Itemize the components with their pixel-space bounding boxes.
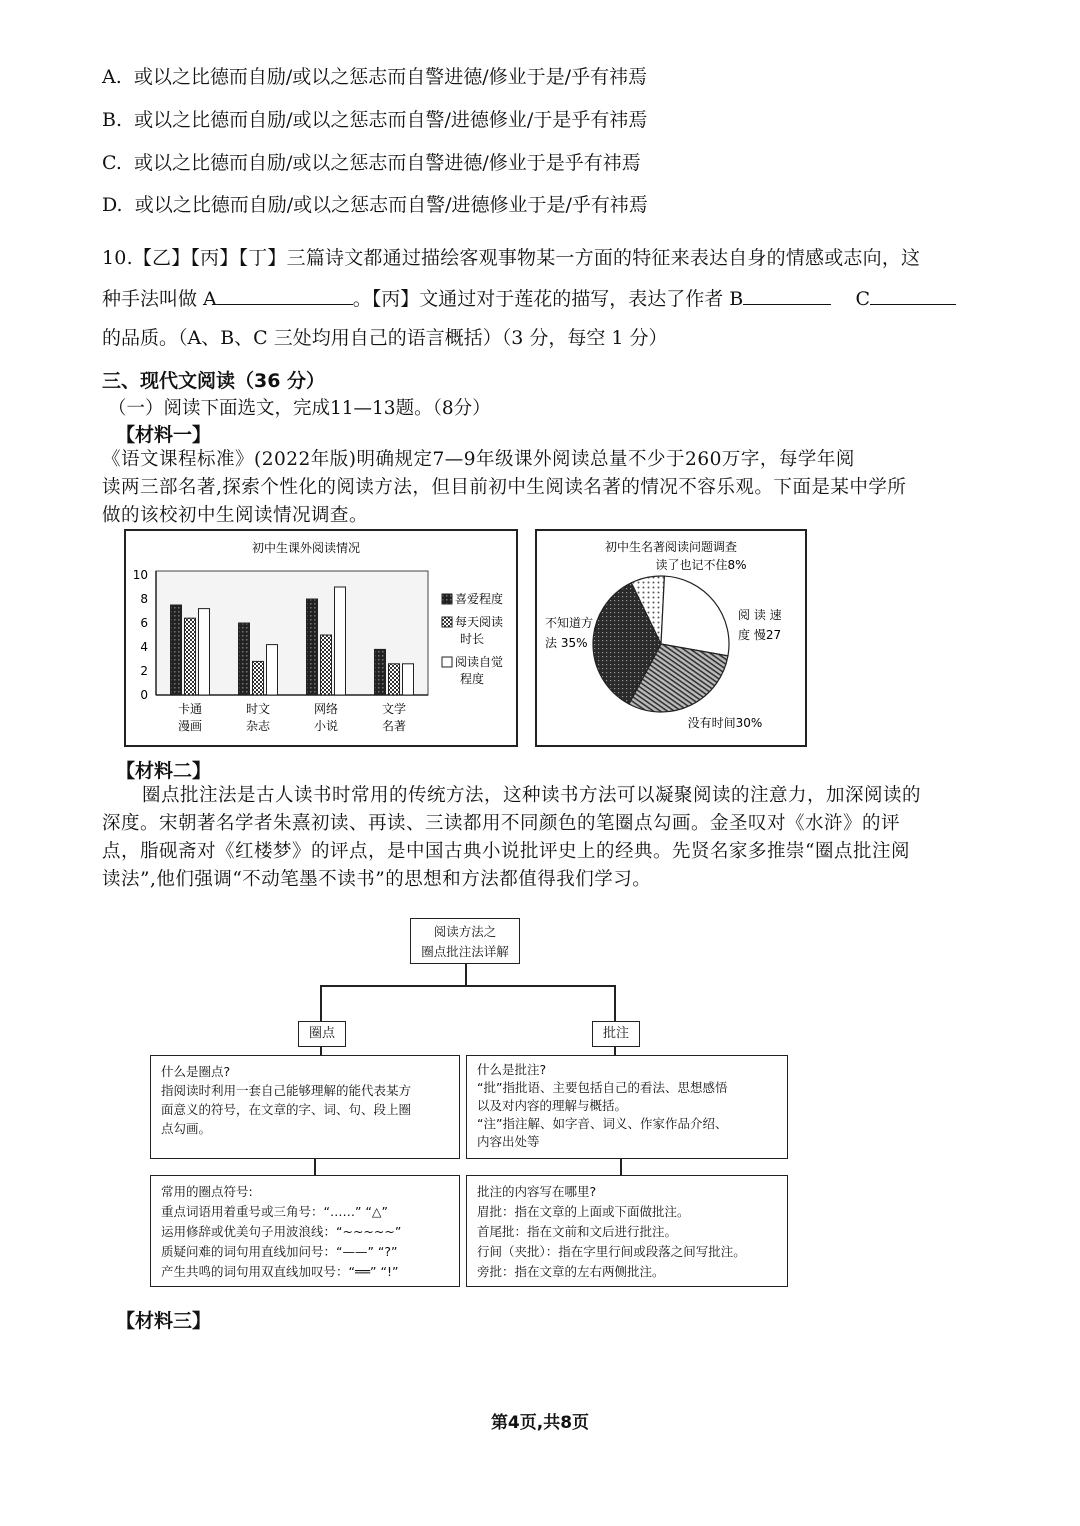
pie-label: 度 慢27 bbox=[738, 628, 782, 642]
diagram-text: 常用的圈点符号: bbox=[161, 1184, 253, 1199]
question-10-line3: 的品质。（A、B、C 三处均用自己的语言概括）（3 分，每空 1 分） bbox=[102, 327, 668, 349]
diagram-text: 重点词语用着重号或三角号：“……” “△” bbox=[161, 1204, 388, 1219]
diagram-root-line: 阅读方法之 bbox=[433, 924, 497, 939]
section-3-subtitle: （一）阅读下面选文，完成11—13题。（8分） bbox=[108, 398, 491, 419]
diagram-text: 眉批：指在文章的上面或下面做批注。 bbox=[477, 1204, 690, 1219]
material-1-line: 《语文课程标准》(2022年版)明确规定7—9年级课外阅读总量不少于260万字，每学年阅 bbox=[102, 449, 855, 470]
option-c: C. 或以之比德而自励/或以之惩志而自警进德/修业于是乎有祎焉 bbox=[102, 152, 641, 174]
diagram-text: 质疑问难的词句用直线加问号：“——” “?” bbox=[161, 1244, 398, 1259]
pie-label: 读了也记不住8% bbox=[655, 558, 747, 572]
material-1-line: 做的该校初中生阅读情况调查。 bbox=[102, 505, 369, 526]
bar bbox=[335, 587, 346, 695]
pie-label: 没有时间30% bbox=[687, 716, 763, 730]
question-10-line2: 种手法叫做 A 。【丙】文通过对于莲花的描写，表达了作者 B C bbox=[102, 284, 956, 311]
material-1-text bbox=[102, 446, 1022, 530]
diagram-text: 首尾批：指在文前和文后进行批注。 bbox=[477, 1224, 678, 1239]
diagram-text: “注”指注解、如字音、词义、作家作品介绍、 bbox=[477, 1116, 728, 1131]
pie-label: 法 35% bbox=[545, 636, 588, 650]
x-tick-label: 时文 bbox=[245, 702, 271, 716]
answer-blank-b[interactable] bbox=[743, 286, 831, 305]
diagram-text: 产生共鸣的词句用双直线加叹号：“══” “!” bbox=[161, 1264, 399, 1279]
diagram-label-pizhu: 批注 bbox=[592, 1021, 640, 1047]
pie-chart-title: 初中生名著阅读问题调查 bbox=[604, 540, 738, 554]
diagram-text: 面意义的符号，在文章的字、词、句、段上圈 bbox=[161, 1102, 412, 1117]
material-2-line: 深度。宋朝著名学者朱熹初读、再读、三读都用不同颜色的笔圈点勾画。金圣叹对《水浒》的评 bbox=[102, 813, 901, 834]
diagram-box-what-is-quandian bbox=[150, 1055, 460, 1159]
diagram-text: 内容出处等 bbox=[477, 1134, 540, 1149]
bar-chart bbox=[126, 531, 516, 745]
section-3-title: 三、现代文阅读（36 分） bbox=[102, 370, 326, 392]
legend-swatch bbox=[442, 657, 452, 667]
x-tick-label: 名著 bbox=[381, 719, 407, 733]
answer-blank-a[interactable] bbox=[217, 286, 353, 305]
pie-chart-panel bbox=[535, 529, 807, 747]
x-tick-label: 网络 bbox=[313, 702, 339, 716]
bar bbox=[403, 664, 414, 695]
material-2-line: 圈点批注法是古人读书时常用的传统方法，这种读书方法可以凝聚阅读的注意力，加深阅读的 bbox=[142, 785, 922, 806]
bar-chart-panel bbox=[124, 529, 518, 747]
diagram-text: “批”指批语、主要包括自己的看法、思想感悟 bbox=[477, 1080, 728, 1095]
x-tick-label: 文学 bbox=[381, 702, 407, 716]
diagram-text: 什么是批注? bbox=[477, 1062, 547, 1077]
diagram-label-quandian: 圈点 bbox=[298, 1021, 346, 1047]
connector bbox=[465, 964, 467, 986]
x-tick-label: 漫画 bbox=[177, 719, 203, 733]
diagram-text: 指阅读时利用一套自己能够理解的能代表某方 bbox=[161, 1083, 412, 1098]
x-tick-label: 小说 bbox=[313, 719, 339, 733]
connector bbox=[614, 985, 616, 1021]
plot-area bbox=[156, 571, 428, 695]
bar bbox=[375, 649, 386, 695]
y-tick-label: 8 bbox=[140, 592, 148, 606]
legend-label: 每天阅读 bbox=[455, 615, 504, 629]
x-tick-label: 杂志 bbox=[245, 719, 271, 733]
diagram-text: 以及对内容的理解与概括。 bbox=[477, 1098, 628, 1113]
diagram-text: 批注的内容写在哪里? bbox=[477, 1184, 597, 1199]
diagram-root bbox=[410, 918, 520, 964]
material-3-heading: 【材料三】 bbox=[116, 1310, 212, 1332]
page-footer: 第4页,共8页 bbox=[490, 1413, 590, 1433]
y-tick-label: 2 bbox=[140, 664, 148, 678]
legend-label: 喜爱程度 bbox=[455, 592, 504, 606]
material-2-line: 读法”,他们强调“不动笔墨不读书”的思想和方法都值得我们学习。 bbox=[102, 869, 652, 890]
pie-chart bbox=[537, 531, 805, 745]
legend-label: 阅读自觉 bbox=[455, 655, 504, 669]
y-tick-label: 10 bbox=[132, 568, 148, 582]
diagram-text: 点勾画。 bbox=[161, 1121, 212, 1136]
option-a: A. 或以之比德而自励/或以之惩志而自警进德/修业于是/乎有祎焉 bbox=[102, 66, 648, 88]
diagram-text: 行间（夹批）：指在字里行间或段落之间写批注。 bbox=[477, 1244, 746, 1259]
connector bbox=[620, 1159, 622, 1175]
bar bbox=[307, 599, 318, 695]
question-10-line1: 10.【乙】【丙】【丁】三篇诗文都通过描绘客观事物某一方面的特征来表达自身的情感或志向，这 bbox=[102, 247, 921, 269]
material-2-heading: 【材料二】 bbox=[116, 760, 212, 782]
diagram-text: 什么是圈点? bbox=[161, 1064, 231, 1079]
x-tick-label: 卡通 bbox=[177, 702, 203, 716]
diagram-text: 运用修辞或优美句子用波浪线：“~~~~~” bbox=[161, 1224, 402, 1239]
bar bbox=[321, 635, 332, 695]
y-tick-label: 4 bbox=[140, 640, 148, 654]
diagram-box-what-is-pizhu bbox=[466, 1055, 788, 1159]
bar-chart-title: 初中生课外阅读情况 bbox=[251, 541, 361, 555]
diagram-root-line: 圈点批注法详解 bbox=[421, 944, 509, 959]
connector bbox=[320, 985, 616, 987]
legend-label: 程度 bbox=[460, 672, 485, 686]
bar bbox=[253, 661, 264, 695]
connector bbox=[314, 1159, 316, 1175]
y-tick-label: 6 bbox=[140, 616, 148, 630]
option-b: B. 或以之比德而自励/或以之惩志而自警/进德修业/于是乎有祎焉 bbox=[102, 109, 648, 131]
diagram-box-pizhu-positions bbox=[466, 1175, 788, 1287]
bar bbox=[199, 609, 210, 695]
y-tick-label: 0 bbox=[140, 688, 148, 702]
connector bbox=[320, 985, 322, 1021]
material-2-text bbox=[102, 782, 1022, 894]
bar bbox=[185, 618, 196, 695]
bar bbox=[171, 605, 182, 695]
legend-label: 时长 bbox=[460, 632, 485, 646]
material-2-line: 点，脂砚斋对《红楼梦》的评点，是中国古典小说批评史上的经典。先贤名家多推崇“圈点批注阅 bbox=[102, 841, 910, 862]
material-1-line: 读两三部名著,探索个性化的阅读方法，但目前初中生阅读名著的情况不容乐观。下面是某中学所 bbox=[102, 477, 907, 498]
pie-label: 不知道方 bbox=[545, 616, 594, 630]
material-1-heading: 【材料一】 bbox=[116, 424, 212, 446]
legend-swatch bbox=[442, 617, 452, 627]
bar bbox=[389, 664, 400, 695]
answer-blank-c[interactable] bbox=[870, 286, 956, 305]
bar bbox=[267, 645, 278, 695]
bar bbox=[239, 623, 250, 695]
legend-swatch bbox=[442, 594, 452, 604]
pie-slice bbox=[661, 576, 729, 656]
option-d: D. 或以之比德而自励/或以之惩志而自警/进德修业于是/乎有祎焉 bbox=[102, 194, 648, 216]
diagram-text: 旁批：指在文章的左右两侧批注。 bbox=[477, 1264, 665, 1279]
diagram-box-quandian-symbols bbox=[150, 1175, 460, 1287]
pie-label: 阅 读 速 bbox=[738, 608, 782, 622]
